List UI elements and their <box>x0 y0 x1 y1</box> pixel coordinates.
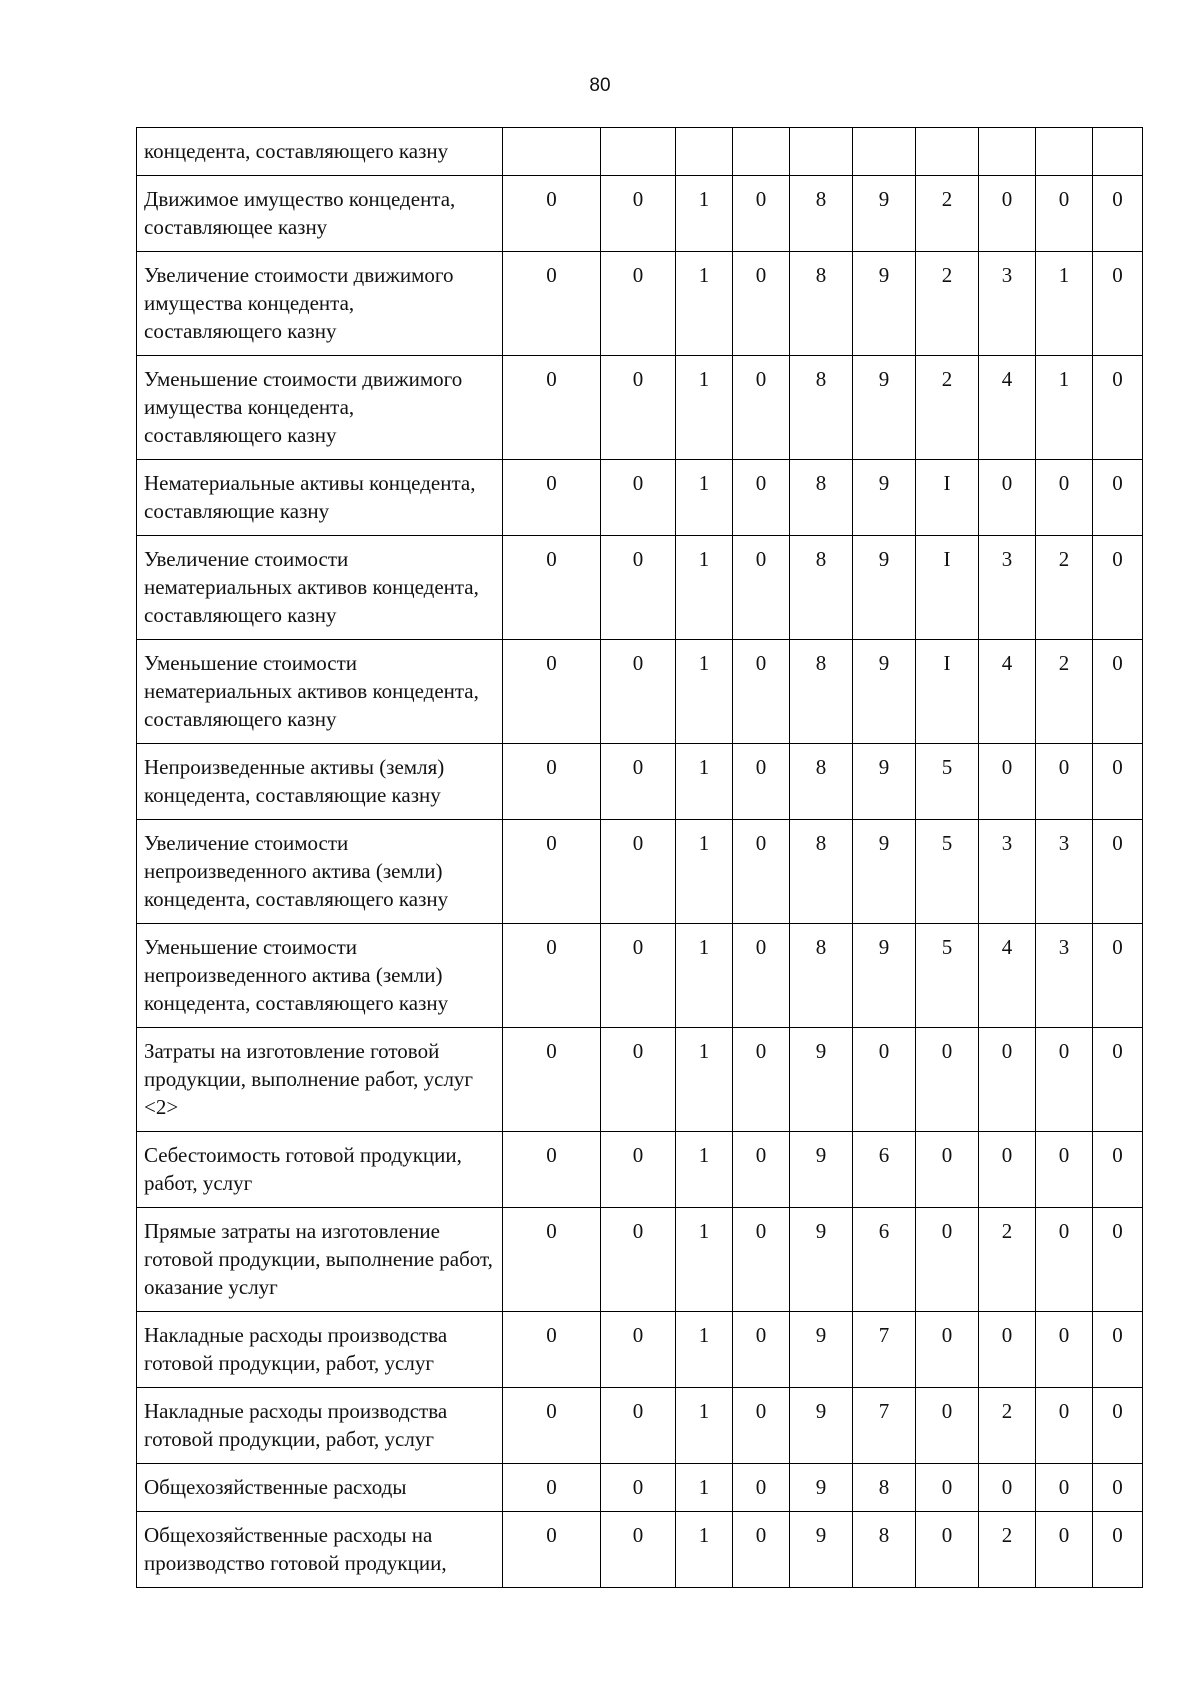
account-code-digit: 1 <box>1036 252 1093 356</box>
account-description: Уменьшение стоимости движимого имущества концедента, составляющего казну <box>137 356 503 460</box>
account-code-digit: 0 <box>503 1312 601 1388</box>
account-code-digit: 0 <box>503 820 601 924</box>
account-code-digit: 0 <box>1036 1132 1093 1208</box>
account-code-digit: 1 <box>676 1028 733 1132</box>
account-code-digit: 5 <box>916 744 979 820</box>
account-code-digit: 0 <box>503 640 601 744</box>
account-code-digit: 1 <box>676 640 733 744</box>
account-code-digit: 4 <box>979 356 1036 460</box>
account-description: Уменьшение стоимости непроизведенного актива (земли) концедента, составляющего казну <box>137 924 503 1028</box>
account-code-digit: 1 <box>676 176 733 252</box>
account-code-digit: 0 <box>733 176 790 252</box>
account-code-digit: 9 <box>853 640 916 744</box>
account-code-digit: 4 <box>979 640 1036 744</box>
account-code-digit: 3 <box>979 536 1036 640</box>
account-code-digit <box>979 128 1036 176</box>
account-code-digit <box>1036 128 1093 176</box>
account-code-digit: 7 <box>853 1312 916 1388</box>
account-description: Уменьшение стоимости нематериальных активов концедента, составляющего казну <box>137 640 503 744</box>
account-code-digit <box>503 128 601 176</box>
account-code-digit: 0 <box>853 1028 916 1132</box>
account-code-digit: I <box>916 460 979 536</box>
account-code-digit: 0 <box>1093 1388 1143 1464</box>
account-code-digit: 0 <box>1036 1208 1093 1312</box>
account-code-digit: 0 <box>733 1512 790 1588</box>
account-code-digit: 0 <box>733 924 790 1028</box>
account-code-digit: 2 <box>1036 536 1093 640</box>
account-code-digit: 0 <box>979 460 1036 536</box>
account-code-digit: 0 <box>503 924 601 1028</box>
table-body <box>137 128 1143 1588</box>
account-description: Увеличение стоимости непроизведенного актива (земли) концедента, составляющего казну <box>137 820 503 924</box>
account-code-digit: 0 <box>1036 460 1093 536</box>
account-code-digit: 0 <box>733 1464 790 1512</box>
table-row <box>137 1312 1143 1388</box>
account-code-digit: 6 <box>853 1132 916 1208</box>
table-row <box>137 1028 1143 1132</box>
account-code-digit: 2 <box>979 1388 1036 1464</box>
account-code-digit: 0 <box>1036 1388 1093 1464</box>
account-code-digit: 0 <box>601 536 676 640</box>
account-code-digit <box>676 128 733 176</box>
account-code-digit: 0 <box>601 1464 676 1512</box>
account-code-digit: 0 <box>1093 640 1143 744</box>
account-code-digit: 9 <box>853 356 916 460</box>
account-code-digit: 0 <box>733 536 790 640</box>
accounts-table <box>136 127 1143 1588</box>
account-code-digit: 1 <box>676 924 733 1028</box>
account-code-digit: 1 <box>676 1132 733 1208</box>
account-code-digit: 1 <box>676 1312 733 1388</box>
account-code-digit: 2 <box>1036 640 1093 744</box>
account-code-digit: 0 <box>601 820 676 924</box>
account-code-digit: 0 <box>916 1132 979 1208</box>
account-code-digit: 1 <box>676 460 733 536</box>
account-code-digit: 9 <box>790 1208 853 1312</box>
account-code-digit <box>790 128 853 176</box>
account-code-digit: 9 <box>853 744 916 820</box>
account-code-digit: 0 <box>601 1512 676 1588</box>
account-code-digit: 0 <box>1093 1132 1143 1208</box>
account-code-digit: 1 <box>676 356 733 460</box>
account-code-digit: 0 <box>916 1464 979 1512</box>
account-code-digit: 9 <box>853 820 916 924</box>
account-code-digit: 9 <box>790 1464 853 1512</box>
account-description: концедента, составляющего казну <box>137 128 503 176</box>
account-description: Движимое имущество концедента, составляющее казну <box>137 176 503 252</box>
account-code-digit: 0 <box>733 252 790 356</box>
account-code-digit: 0 <box>916 1388 979 1464</box>
account-description: Прямые затраты на изготовление готовой продукции, выполнение работ, оказание услуг <box>137 1208 503 1312</box>
account-code-digit: 1 <box>676 1388 733 1464</box>
account-code-digit: 0 <box>1036 176 1093 252</box>
account-code-digit: 0 <box>503 252 601 356</box>
account-code-digit: 0 <box>1036 1512 1093 1588</box>
account-code-digit: 4 <box>979 924 1036 1028</box>
account-code-digit: 8 <box>790 252 853 356</box>
account-code-digit: 0 <box>733 356 790 460</box>
account-code-digit: 3 <box>979 820 1036 924</box>
account-description: Увеличение стоимости нематериальных активов концедента, составляющего казну <box>137 536 503 640</box>
account-code-digit: 3 <box>1036 924 1093 1028</box>
table-row <box>137 1208 1143 1312</box>
table-row <box>137 924 1143 1028</box>
account-code-digit: 5 <box>916 820 979 924</box>
account-code-digit: 0 <box>601 1132 676 1208</box>
account-description: Затраты на изготовление готовой продукции, выполнение работ, услуг <2> <box>137 1028 503 1132</box>
account-code-digit: 0 <box>503 744 601 820</box>
table-row <box>137 460 1143 536</box>
account-code-digit: 0 <box>979 1312 1036 1388</box>
table-row <box>137 820 1143 924</box>
account-description: Нематериальные активы концедента, составляющие казну <box>137 460 503 536</box>
page-number: 80 <box>589 75 611 96</box>
account-code-digit: 0 <box>503 1028 601 1132</box>
account-code-digit: 8 <box>790 460 853 536</box>
account-code-digit: 0 <box>733 1388 790 1464</box>
account-code-digit: 0 <box>503 1208 601 1312</box>
account-code-digit: 7 <box>853 1388 916 1464</box>
account-code-digit: 9 <box>853 924 916 1028</box>
account-code-digit: 0 <box>916 1028 979 1132</box>
account-code-digit: 0 <box>916 1312 979 1388</box>
account-code-digit: 0 <box>1093 820 1143 924</box>
account-code-digit: 0 <box>733 744 790 820</box>
account-description: Увеличение стоимости движимого имущества концедента, составляющего казну <box>137 252 503 356</box>
account-code-digit: 0 <box>733 640 790 744</box>
account-code-digit: 0 <box>503 1464 601 1512</box>
account-code-digit: 0 <box>733 1208 790 1312</box>
account-description: Накладные расходы производства готовой продукции, работ, услуг <box>137 1312 503 1388</box>
account-code-digit: 0 <box>503 1132 601 1208</box>
account-code-digit: 0 <box>1036 1028 1093 1132</box>
account-code-digit: 0 <box>1093 924 1143 1028</box>
table-row <box>137 176 1143 252</box>
account-code-digit: 2 <box>916 356 979 460</box>
account-code-digit: 0 <box>601 640 676 744</box>
account-code-digit: 0 <box>979 1028 1036 1132</box>
account-code-digit <box>916 128 979 176</box>
account-code-digit: 8 <box>790 924 853 1028</box>
account-code-digit: 0 <box>601 176 676 252</box>
account-code-digit: 0 <box>733 1312 790 1388</box>
account-code-digit: 0 <box>733 1028 790 1132</box>
account-code-digit: 8 <box>790 640 853 744</box>
account-code-digit: 2 <box>979 1208 1036 1312</box>
account-code-digit: 3 <box>1036 820 1093 924</box>
account-code-digit <box>733 128 790 176</box>
account-code-digit: 0 <box>1093 1208 1143 1312</box>
account-code-digit: 0 <box>601 356 676 460</box>
account-code-digit: 0 <box>1036 744 1093 820</box>
account-code-digit: 0 <box>1093 356 1143 460</box>
account-code-digit: 0 <box>503 1512 601 1588</box>
account-description: Непроизведенные активы (земля) концедента, составляющие казну <box>137 744 503 820</box>
account-code-digit: 9 <box>790 1028 853 1132</box>
account-code-digit <box>853 128 916 176</box>
account-code-digit: 1 <box>676 1208 733 1312</box>
account-code-digit: 0 <box>601 744 676 820</box>
account-description: Накладные расходы производства готовой продукции, работ, услуг <box>137 1388 503 1464</box>
account-code-digit: 1 <box>676 536 733 640</box>
account-code-digit: 0 <box>601 1388 676 1464</box>
account-code-digit: 2 <box>916 252 979 356</box>
account-code-digit: 1 <box>676 1512 733 1588</box>
account-code-digit: 1 <box>1036 356 1093 460</box>
account-code-digit: 0 <box>1093 1028 1143 1132</box>
account-code-digit: 0 <box>503 176 601 252</box>
account-code-digit: 1 <box>676 820 733 924</box>
account-code-digit: 9 <box>790 1132 853 1208</box>
account-code-digit: 0 <box>503 536 601 640</box>
account-code-digit: 0 <box>979 1132 1036 1208</box>
account-code-digit: 0 <box>733 1132 790 1208</box>
account-code-digit: 8 <box>790 744 853 820</box>
account-code-digit: 1 <box>676 744 733 820</box>
account-code-digit: 0 <box>601 252 676 356</box>
table-row <box>137 356 1143 460</box>
account-code-digit: 8 <box>853 1512 916 1588</box>
account-code-digit: 0 <box>601 460 676 536</box>
account-code-digit: 1 <box>676 252 733 356</box>
account-code-digit: I <box>916 640 979 744</box>
table-row <box>137 640 1143 744</box>
account-code-digit: 0 <box>979 744 1036 820</box>
account-code-digit: 8 <box>790 536 853 640</box>
account-code-digit: 8 <box>790 820 853 924</box>
account-code-digit: 2 <box>979 1512 1036 1588</box>
account-code-digit: 9 <box>853 252 916 356</box>
account-code-digit: 9 <box>790 1312 853 1388</box>
account-code-digit: 0 <box>503 460 601 536</box>
account-code-digit: 0 <box>733 460 790 536</box>
account-code-digit: 0 <box>1093 252 1143 356</box>
account-code-digit: 6 <box>853 1208 916 1312</box>
table-row <box>137 128 1143 176</box>
table-row <box>137 1388 1143 1464</box>
account-code-digit: 0 <box>503 1388 601 1464</box>
account-code-digit: 0 <box>1093 176 1143 252</box>
account-code-digit: 0 <box>1093 1312 1143 1388</box>
account-code-digit: 0 <box>979 176 1036 252</box>
table-row <box>137 1512 1143 1588</box>
account-code-digit: 5 <box>916 924 979 1028</box>
account-code-digit: 9 <box>853 460 916 536</box>
account-code-digit: 0 <box>1093 1464 1143 1512</box>
account-code-digit: 0 <box>601 1028 676 1132</box>
account-code-digit: 0 <box>916 1208 979 1312</box>
account-code-digit: 8 <box>853 1464 916 1512</box>
table-row <box>137 1132 1143 1208</box>
account-code-digit: 0 <box>1093 536 1143 640</box>
table-row <box>137 1464 1143 1512</box>
table-row <box>137 252 1143 356</box>
account-code-digit: 3 <box>979 252 1036 356</box>
account-code-digit: 0 <box>1093 744 1143 820</box>
account-code-digit <box>601 128 676 176</box>
account-code-digit: 9 <box>790 1512 853 1588</box>
account-code-digit: 0 <box>1093 1512 1143 1588</box>
account-code-digit: I <box>916 536 979 640</box>
account-code-digit: 0 <box>601 924 676 1028</box>
account-code-digit: 0 <box>979 1464 1036 1512</box>
account-code-digit: 0 <box>503 356 601 460</box>
account-description: Общехозяйственные расходы <box>137 1464 503 1512</box>
account-code-digit: 0 <box>1036 1312 1093 1388</box>
account-description: Общехозяйственные расходы на производство готовой продукции, <box>137 1512 503 1588</box>
account-code-digit: 8 <box>790 356 853 460</box>
account-code-digit: 0 <box>601 1208 676 1312</box>
account-code-digit: 0 <box>1093 460 1143 536</box>
account-code-digit: 9 <box>790 1388 853 1464</box>
account-code-digit <box>1093 128 1143 176</box>
table-row <box>137 536 1143 640</box>
account-description: Себестоимость готовой продукции, работ, услуг <box>137 1132 503 1208</box>
account-code-digit: 0 <box>1036 1464 1093 1512</box>
account-code-digit: 2 <box>916 176 979 252</box>
account-code-digit: 0 <box>733 820 790 924</box>
account-code-digit: 9 <box>853 536 916 640</box>
account-code-digit: 9 <box>853 176 916 252</box>
account-code-digit: 8 <box>790 176 853 252</box>
account-code-digit: 0 <box>916 1512 979 1588</box>
table-row <box>137 744 1143 820</box>
account-code-digit: 1 <box>676 1464 733 1512</box>
account-code-digit: 0 <box>601 1312 676 1388</box>
